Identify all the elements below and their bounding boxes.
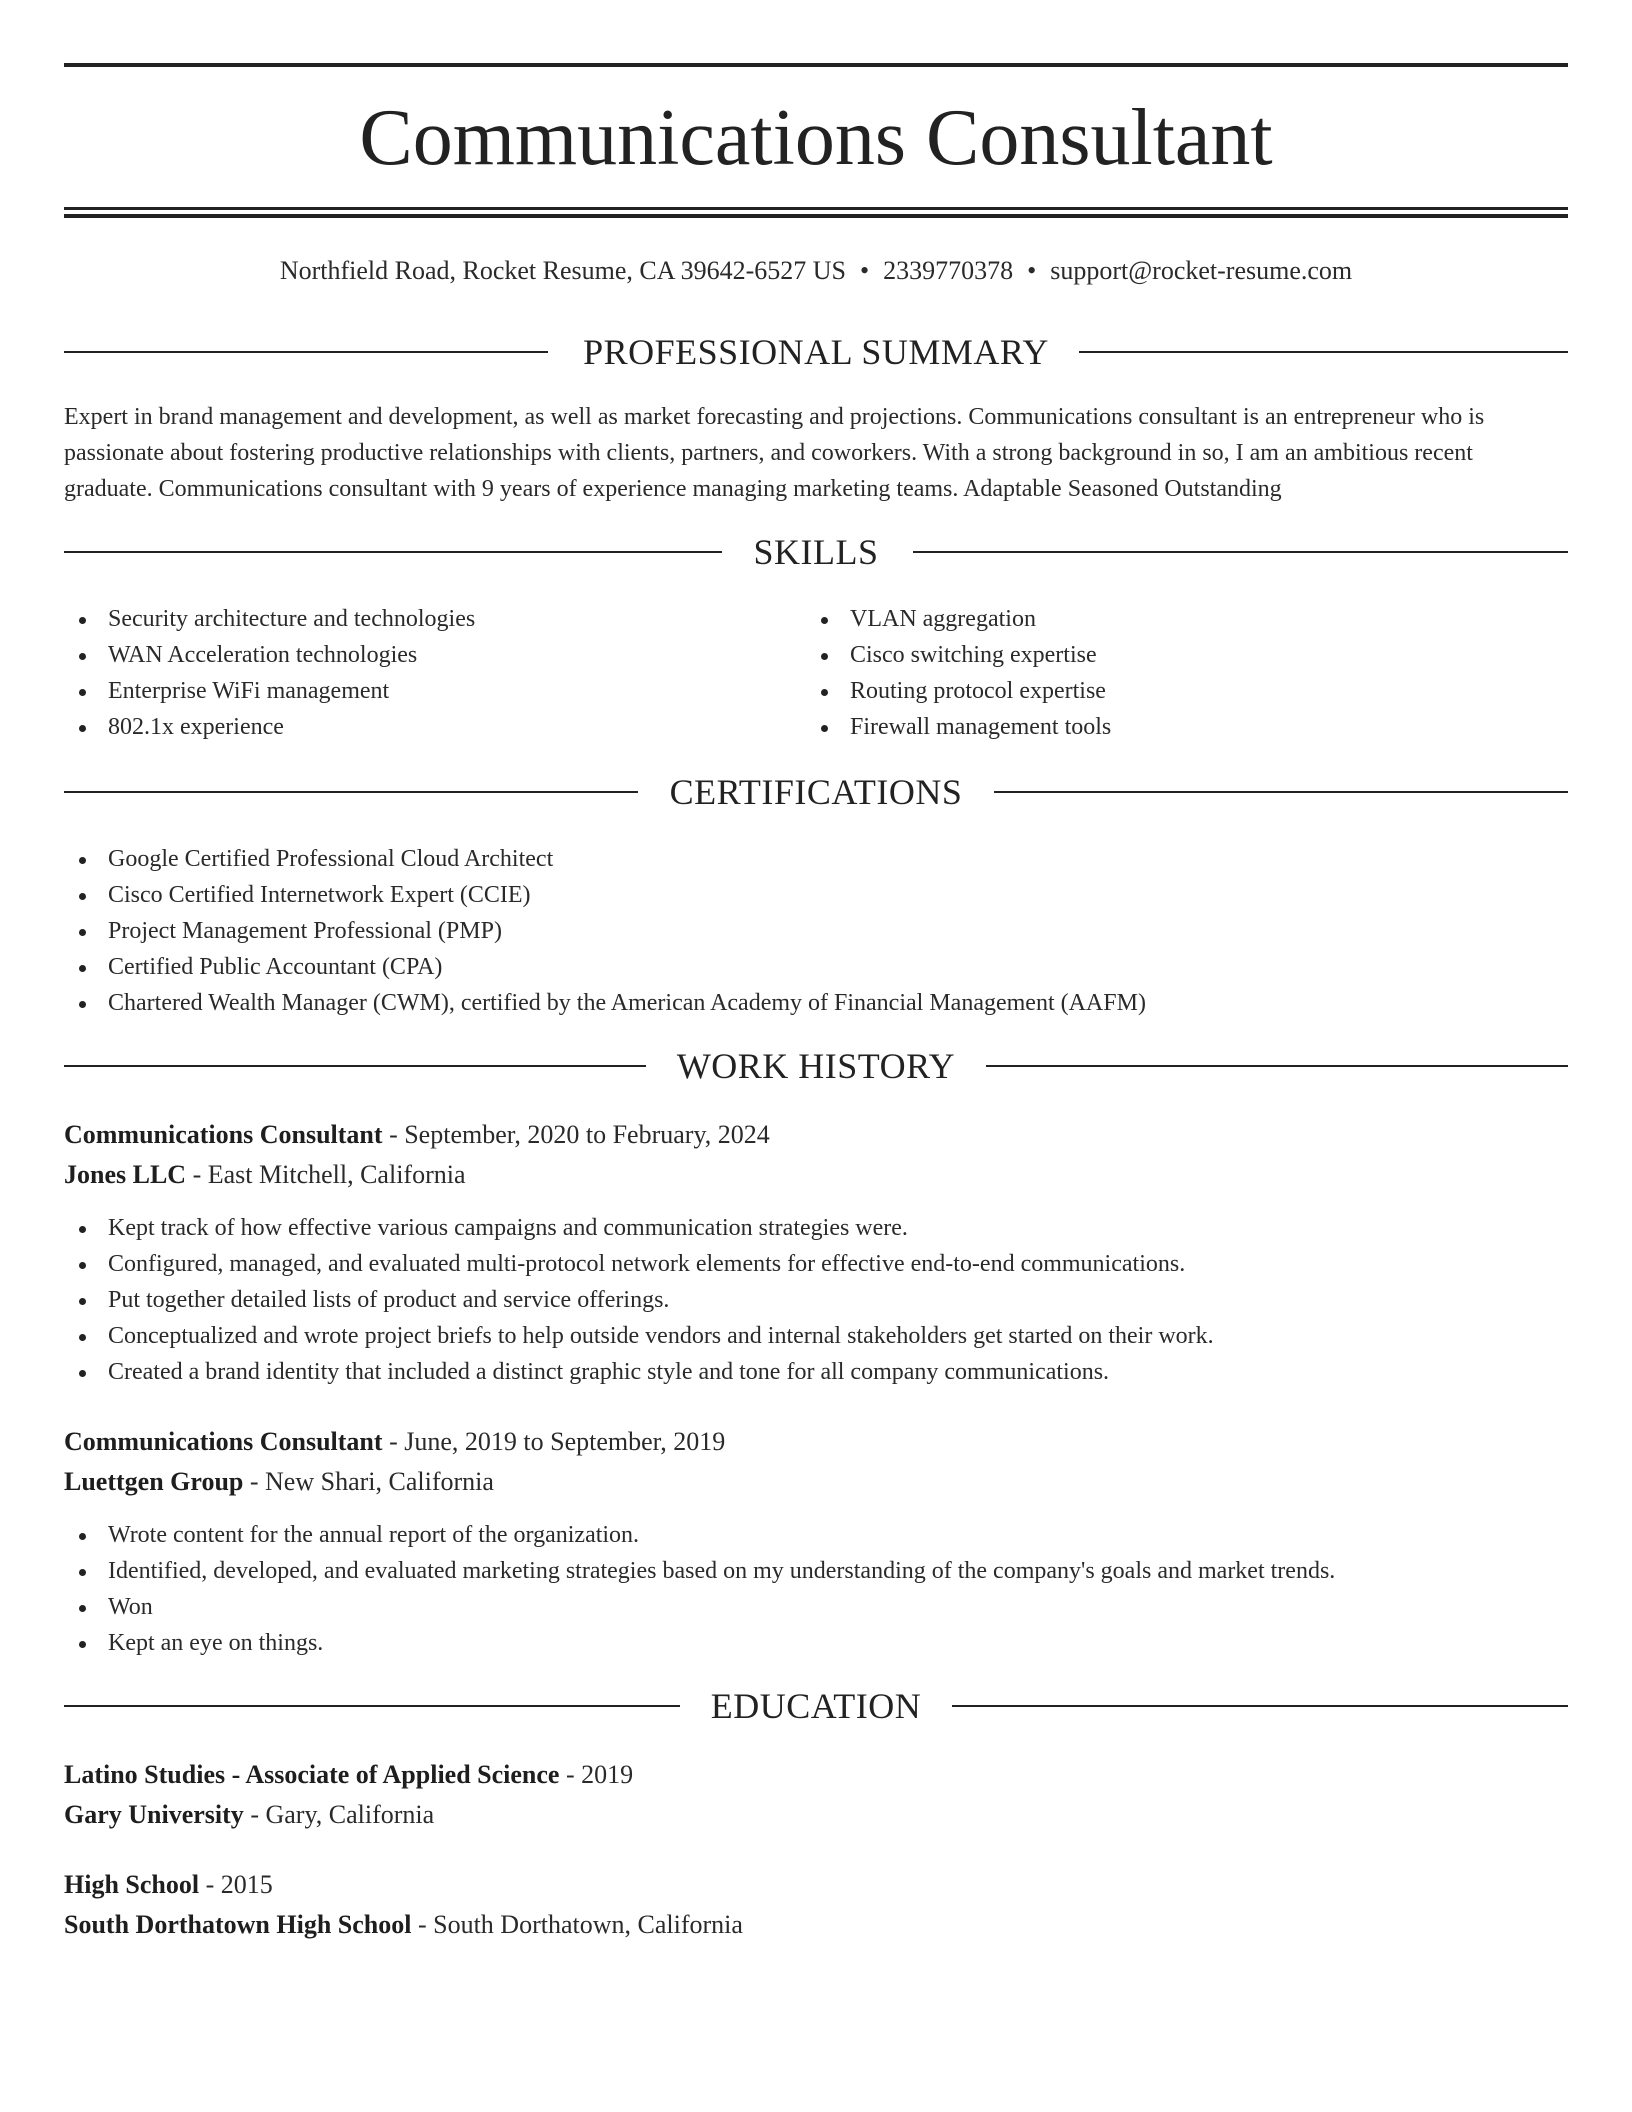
job-bullet: Kept an eye on things. bbox=[64, 1625, 1335, 1661]
skill-item: VLAN aggregation bbox=[806, 601, 1111, 637]
certification-item: Project Management Professional (PMP) bbox=[64, 913, 1146, 949]
job-dates: - September, 2020 to February, 2024 bbox=[382, 1120, 770, 1149]
education-school: Gary University bbox=[64, 1800, 244, 1829]
skill-item: WAN Acceleration technologies bbox=[64, 637, 475, 673]
contact-email: support@rocket-resume.com bbox=[1050, 256, 1353, 285]
certification-item: Chartered Wealth Manager (CWM), certified by the American Academy of Financial Management (AAFM) bbox=[64, 985, 1146, 1021]
job-bullet: Put together detailed lists of product and service offerings. bbox=[64, 1282, 1214, 1318]
job-company: Jones LLC bbox=[64, 1160, 187, 1189]
section-title: WORK HISTORY bbox=[676, 1046, 956, 1086]
section-title: CERTIFICATIONS bbox=[669, 772, 963, 812]
education-location: - Gary, California bbox=[243, 1800, 435, 1829]
section-rule-right bbox=[1079, 351, 1568, 353]
header-double-rule-upper bbox=[64, 207, 1568, 210]
job-bullet: Kept track of how effective various campaigns and communication strategies were. bbox=[64, 1210, 1214, 1246]
header-double-rule-lower bbox=[64, 214, 1568, 218]
section-rule-right bbox=[994, 791, 1568, 793]
job-bullet: Identified, developed, and evaluated marketing strategies based on my understanding of the company's goals and market trends. bbox=[64, 1553, 1335, 1589]
certification-item: Google Certified Professional Cloud Architect bbox=[64, 841, 1146, 877]
education-location: - South Dorthatown, California bbox=[411, 1910, 743, 1939]
job-bullet: Conceptualized and wrote project briefs to help outside vendors and internal stakeholders get started on their work. bbox=[64, 1318, 1214, 1354]
job-role: Communications Consultant bbox=[64, 1427, 383, 1456]
skill-item: 802.1x experience bbox=[64, 709, 475, 745]
job-title-line bbox=[64, 1117, 770, 1153]
skill-item: Security architecture and technologies bbox=[64, 601, 475, 637]
summary-line: passionate about fostering productive relationships with clients, partners, and coworkers. With a strong background in so, I am an ambitious recent bbox=[64, 440, 1473, 466]
skill-item: Routing protocol expertise bbox=[806, 673, 1111, 709]
education-year: - 2015 bbox=[199, 1870, 273, 1899]
skill-item: Cisco switching expertise bbox=[806, 637, 1111, 673]
education-degree: High School bbox=[64, 1870, 200, 1899]
section-title: SKILLS bbox=[753, 532, 879, 572]
education-school: South Dorthatown High School bbox=[64, 1910, 412, 1939]
section-rule-right bbox=[986, 1065, 1568, 1067]
job-bullet: Configured, managed, and evaluated multi-protocol network elements for effective end-to-end communications. bbox=[64, 1246, 1214, 1282]
education-degree-line bbox=[64, 1757, 633, 1793]
contact-separator: • bbox=[1027, 256, 1037, 285]
contact-separator: • bbox=[860, 256, 870, 285]
contact-address: Northfield Road, Rocket Resume, CA 39642-6527 US bbox=[279, 256, 847, 285]
education-school-line bbox=[64, 1797, 434, 1833]
section-rule-right bbox=[952, 1705, 1568, 1707]
skill-item: Firewall management tools bbox=[806, 709, 1111, 745]
job-bullet: Wrote content for the annual report of the organization. bbox=[64, 1517, 1335, 1553]
job-company-line bbox=[64, 1464, 494, 1500]
certifications-list bbox=[64, 841, 1146, 1021]
job-company: Luettgen Group bbox=[64, 1467, 244, 1496]
section-title: EDUCATION bbox=[710, 1686, 922, 1726]
job-bullets bbox=[64, 1210, 1214, 1390]
section-header-summary bbox=[64, 330, 1568, 374]
summary-text bbox=[64, 399, 1568, 507]
education-school-line bbox=[64, 1907, 743, 1943]
section-title: PROFESSIONAL SUMMARY bbox=[583, 332, 1049, 372]
skills-list-left bbox=[64, 601, 475, 745]
job-location: - New Shari, California bbox=[243, 1467, 494, 1496]
education-degree-line bbox=[64, 1867, 273, 1903]
job-title-line bbox=[64, 1424, 725, 1460]
contact-line bbox=[64, 254, 1568, 288]
job-location: - East Mitchell, California bbox=[186, 1160, 466, 1189]
certification-item: Certified Public Accountant (CPA) bbox=[64, 949, 1146, 985]
job-dates: - June, 2019 to September, 2019 bbox=[382, 1427, 726, 1456]
skills-list-right bbox=[806, 601, 1111, 745]
section-rule-right bbox=[913, 551, 1568, 553]
section-header-skills bbox=[64, 530, 1568, 574]
header-top-rule bbox=[64, 63, 1568, 67]
section-header-certifications bbox=[64, 770, 1568, 814]
job-bullet: Created a brand identity that included a distinct graphic style and tone for all company communications. bbox=[64, 1354, 1214, 1390]
section-header-education bbox=[64, 1684, 1568, 1728]
section-header-work-history bbox=[64, 1044, 1568, 1088]
job-bullet: Won bbox=[64, 1589, 1335, 1625]
resume-name: Communications Consultant bbox=[359, 94, 1273, 182]
job-role: Communications Consultant bbox=[64, 1120, 383, 1149]
education-year: - 2019 bbox=[559, 1760, 634, 1789]
education-degree: Latino Studies - Associate of Applied Science bbox=[64, 1760, 560, 1789]
contact-phone: 2339770378 bbox=[883, 256, 1014, 285]
summary-line: graduate. Communications consultant with 9 years of experience managing marketing teams. Adaptable Seasoned Outstanding bbox=[64, 476, 1282, 502]
job-bullets bbox=[64, 1517, 1335, 1661]
skill-item: Enterprise WiFi management bbox=[64, 673, 475, 709]
summary-line: Expert in brand management and development, as well as market forecasting and projections. Communications consultant is an entrepreneur who is bbox=[64, 404, 1485, 430]
job-company-line bbox=[64, 1157, 466, 1193]
certification-item: Cisco Certified Internetwork Expert (CCIE) bbox=[64, 877, 1146, 913]
